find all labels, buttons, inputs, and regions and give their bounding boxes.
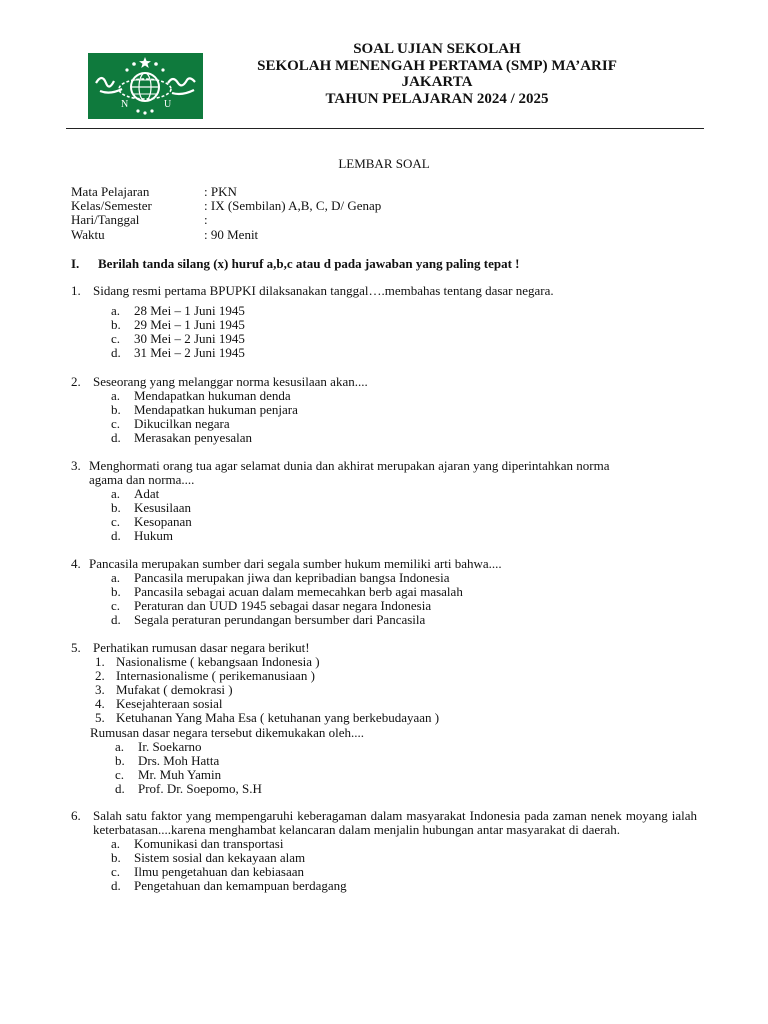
info-label: Kelas/Semester: [71, 198, 152, 214]
answer-option-a[interactable]: a. Komunikasi dan transportasi: [111, 836, 284, 852]
info-label: Hari/Tanggal: [71, 212, 140, 228]
document-header: [200, 41, 674, 107]
answer-option-c[interactable]: c. Dikucilkan negara: [111, 416, 230, 432]
list-item: 1. Nasionalisme ( kebangsaan Indonesia ): [95, 654, 320, 670]
question-number: 1.: [71, 283, 81, 298]
answer-option-a[interactable]: a. Adat: [111, 486, 160, 502]
nu-emblem-icon: [88, 53, 203, 119]
instruction-text: Berilah tanda silang (x) huruf a,b,c atau d pada jawaban yang paling tepat !: [98, 256, 520, 271]
answer-option-d[interactable]: d. Pengetahuan dan kemampuan berdagang: [111, 878, 347, 894]
question-1: [71, 284, 697, 360]
answer-option-c[interactable]: c. 30 Mei – 2 Juni 1945: [111, 331, 245, 347]
question-4: [71, 557, 697, 627]
question-number: 3.: [71, 458, 81, 473]
answer-option-c[interactable]: c. Mr. Muh Yamin: [115, 766, 222, 782]
info-value: :: [204, 212, 208, 228]
header-divider: [66, 128, 704, 129]
sheet-title: LEMBAR SOAL: [338, 156, 430, 171]
list-item: 4. Kesejahteraan sosial: [95, 696, 223, 712]
header-line-exam: SOAL UJIAN SEKOLAH: [353, 41, 521, 57]
answer-option-a[interactable]: a. Ir. Soekarno: [115, 738, 202, 754]
info-label: Mata Pelajaran: [71, 184, 150, 199]
logo-letter-u: U: [164, 99, 172, 110]
question-number: 5.: [71, 640, 81, 655]
list-item: 3. Mufakat ( demokrasi ): [95, 682, 233, 698]
info-value: : 90 Menit: [204, 226, 259, 242]
info-value: : PKN: [204, 184, 237, 199]
info-label: Waktu: [71, 226, 105, 242]
section-number: I.: [71, 256, 80, 271]
list-item: 5. Ketuhanan Yang Maha Esa ( ketuhanan yang berkebudayaan ): [95, 710, 440, 726]
school-logo: [88, 53, 203, 119]
answer-option-c[interactable]: c. Peraturan dan UUD 1945 sebagai dasar negara Indonesia: [111, 598, 432, 614]
question-2: [71, 375, 697, 445]
header-line-year: TAHUN PELAJARAN 2024 / 2025: [325, 90, 549, 107]
header-line-city: JAKARTA: [401, 74, 473, 90]
question-number: 4.: [71, 556, 81, 571]
question-text: Sidang resmi pertama BPUPKI dilaksanakan tanggal….membahas tentang dasar negara.: [93, 283, 554, 298]
question-text: Perhatikan rumusan dasar negara berikut!: [93, 640, 310, 655]
answer-option-d[interactable]: d. 31 Mei – 2 Juni 1945: [111, 345, 245, 361]
answer-option-a[interactable]: a. Mendapatkan hukuman denda: [111, 388, 291, 404]
header-line-school: SEKOLAH MENENGAH PERTAMA (SMP) MA’ARIF: [257, 57, 617, 74]
answer-option-b[interactable]: b. 29 Mei – 1 Juni 1945: [111, 317, 245, 333]
question-6: [71, 809, 697, 894]
question-5: [71, 641, 697, 796]
statement-list: [71, 655, 697, 725]
answer-option-d[interactable]: d. Segala peraturan perundangan bersumber dari Pancasila: [111, 612, 426, 628]
answer-option-d[interactable]: d. Merasakan penyesalan: [111, 430, 253, 446]
question-prompt: Rumusan dasar negara tersebut dikemukakan oleh....: [90, 724, 364, 740]
question-text: Salah satu faktor yang mempengaruhi keberagaman dalam masyarakat Indonesia pada zaman nenek moyang ialah keterbatasan....karena menghambat kelancaran dalam menjalin hubungan antar masyarakat di daerah.: [93, 808, 697, 838]
answer-option-a[interactable]: a. Pancasila merupakan jiwa dan kepribadian bangsa Indonesia: [111, 570, 450, 586]
answer-option-b[interactable]: b. Sistem sosial dan kekayaan alam: [111, 850, 306, 866]
question-number: 2.: [71, 374, 81, 389]
list-item: 2. Internasionalisme ( perikemanusiaan ): [95, 668, 315, 684]
question-3: [71, 459, 697, 544]
question-text: Seseorang yang melanggar norma kesusilaan akan....: [93, 374, 368, 389]
section-instruction: [71, 256, 520, 272]
answer-option-d[interactable]: d. Prof. Dr. Soepomo, S.H: [115, 780, 262, 796]
question-text: Menghormati orang tua agar selamat dunia dan akhirat merupakan ajaran yang diperintahkan norma: [89, 458, 610, 473]
question-text-continued: agama dan norma....: [89, 472, 195, 488]
answer-option-d[interactable]: d. Hukum: [111, 528, 173, 544]
answer-option-c[interactable]: c. Kesopanan: [111, 514, 192, 530]
answer-option-b[interactable]: b. Pancasila sebagai acuan dalam memecahkan berb agai masalah: [111, 584, 463, 600]
answer-option-b[interactable]: b. Kesusilaan: [111, 500, 192, 516]
logo-letter-n: N: [121, 99, 129, 110]
answer-option-a[interactable]: a. 28 Mei – 1 Juni 1945: [111, 303, 245, 319]
question-number: 6.: [71, 808, 81, 823]
answer-option-b[interactable]: b. Mendapatkan hukuman penjara: [111, 402, 298, 418]
answer-option-b[interactable]: b. Drs. Moh Hatta: [115, 752, 220, 768]
question-text: Pancasila merupakan sumber dari segala sumber hukum memiliki arti bahwa....: [89, 556, 502, 571]
info-value: : IX (Sembilan) A,B, C, D/ Genap: [204, 198, 382, 214]
answer-option-c[interactable]: c. Ilmu pengetahuan dan kebiasaan: [111, 864, 305, 880]
